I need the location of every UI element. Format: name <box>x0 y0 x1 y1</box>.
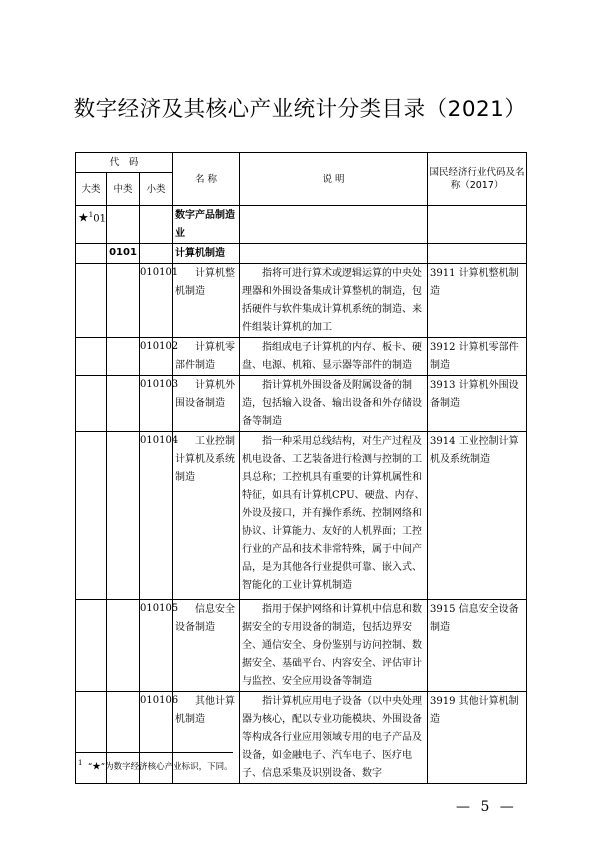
description-cell: 指将可进行算术或逻辑运算的中央处理器和外围设备集成计算整机的制造，包括硬件与软件集成计算机系统的制造、来件组装计算机的加工 <box>240 264 428 338</box>
table-row <box>76 338 527 376</box>
big-class-cell: ★$^1$01 <box>76 206 107 244</box>
small-class-cell <box>140 206 173 244</box>
national-code-cell: 3914 工业控制计算机及系统制造 <box>428 432 527 600</box>
page-number: — 5 — <box>456 799 517 815</box>
small-class-cell: 010106 <box>140 692 173 784</box>
core-industry-star: ★ <box>78 210 89 225</box>
table-row <box>76 206 527 244</box>
mid-class-cell <box>107 264 140 338</box>
table-row <box>76 376 527 432</box>
mid-class-cell <box>107 600 140 692</box>
name-cell: 计算机制造 <box>173 244 240 264</box>
classification-table <box>75 152 527 784</box>
small-class-cell: 010101 <box>140 264 173 338</box>
footnote-divider <box>75 752 233 753</box>
big-class-cell <box>76 264 107 338</box>
name-cell: 计算机零部件制造 <box>173 338 240 376</box>
small-class-cell: 010105 <box>140 600 173 692</box>
table-row <box>76 264 527 338</box>
footnote-number: 1 <box>78 759 83 767</box>
small-class-cell: 010102 <box>140 338 173 376</box>
big-class-header: 大类 <box>76 173 107 206</box>
national-code-cell: 3915 信息安全设备制造 <box>428 600 527 692</box>
national-code-cell: 3919 其他计算机制造 <box>428 692 527 784</box>
big-class-cell <box>76 600 107 692</box>
mid-class-cell <box>107 338 140 376</box>
mid-class-cell <box>107 432 140 600</box>
table-row <box>76 244 527 264</box>
description-cell: 指计算机外围设备及附属设备的制造，包括输入设备、输出设备和外存储设备等制造 <box>240 376 428 432</box>
name-cell: 其他计算机制造 <box>173 692 240 784</box>
table-row <box>76 600 527 692</box>
name-cell: 信息安全设备制造 <box>173 600 240 692</box>
national-code-cell: 3913 计算机外围设备制造 <box>428 376 527 432</box>
big-class-cell <box>76 432 107 600</box>
big-class-cell <box>76 338 107 376</box>
description-cell <box>240 206 428 244</box>
national-code-cell: 3911 计算机整机制造 <box>428 264 527 338</box>
big-class-cell <box>76 244 107 264</box>
mid-class-cell <box>107 206 140 244</box>
description-cell <box>240 244 428 264</box>
description-header: 说 明 <box>240 153 428 206</box>
small-class-cell: 010104 <box>140 432 173 600</box>
code-group-header: 代 码 <box>76 153 173 173</box>
national-code-cell <box>428 244 527 264</box>
footnote <box>78 759 233 772</box>
table-row <box>76 432 527 600</box>
name-header: 名 称 <box>173 153 240 206</box>
mid-class-cell <box>107 376 140 432</box>
mid-class-cell: 0101 <box>107 244 140 264</box>
national-code-cell <box>428 206 527 244</box>
small-class-cell: 010103 <box>140 376 173 432</box>
name-cell: 数字产品制造业 <box>173 206 240 244</box>
description-cell: 指计算机应用电子设备（以中央处理器为核心，配以专业功能模块、外围设备等构成各行业应用领域专用的电子产品及设备，如金融电子、汽车电子、医疗电子、信息采集及识别设备、数字 <box>240 692 428 784</box>
description-cell: 指一种采用总线结构，对生产过程及机电设备、工艺装备进行检测与控制的工具总称；工控机具有重要的计算机属性和特征，如具有计算机CPU、硬盘、内存、外设及接口，并有操作系统、控制网络和协议、计算能力、友好的人机界面；工控行业的产品和技术非常特殊，属于中间产品，是为其他各行业提供可靠、嵌入式、智能化的工业计算机制造 <box>240 432 428 600</box>
national-code-cell: 3912 计算机零部件制造 <box>428 338 527 376</box>
small-class-header: 小类 <box>140 173 173 206</box>
description-cell: 指组成电子计算机的内存、板卡、硬盘、电源、机箱、显示器等部件的制造 <box>240 338 428 376</box>
footnote-text: “★”为数字经济核心产业标识，下同。 <box>87 761 233 772</box>
footnote-ref: 1 <box>88 211 94 219</box>
national-code-header: 国民经济行业代码及名称（2017） <box>428 153 527 206</box>
name-cell: 计算机整机制造 <box>173 264 240 338</box>
page-title: 数字经济及其核心产业统计分类目录（2021） <box>73 97 527 122</box>
big-class-cell <box>76 376 107 432</box>
name-cell: 计算机外围设备制造 <box>173 376 240 432</box>
description-cell: 指用于保护网络和计算机中信息和数据安全的专用设备的制造，包括边界安全、通信安全、身份鉴别与访问控制、数据安全、基础平台、内容安全、评估审计与监控、安全应用设备等制造 <box>240 600 428 692</box>
name-cell: 工业控制计算机及系统制造 <box>173 432 240 600</box>
mid-class-header: 中类 <box>107 173 140 206</box>
small-class-cell <box>140 244 173 264</box>
